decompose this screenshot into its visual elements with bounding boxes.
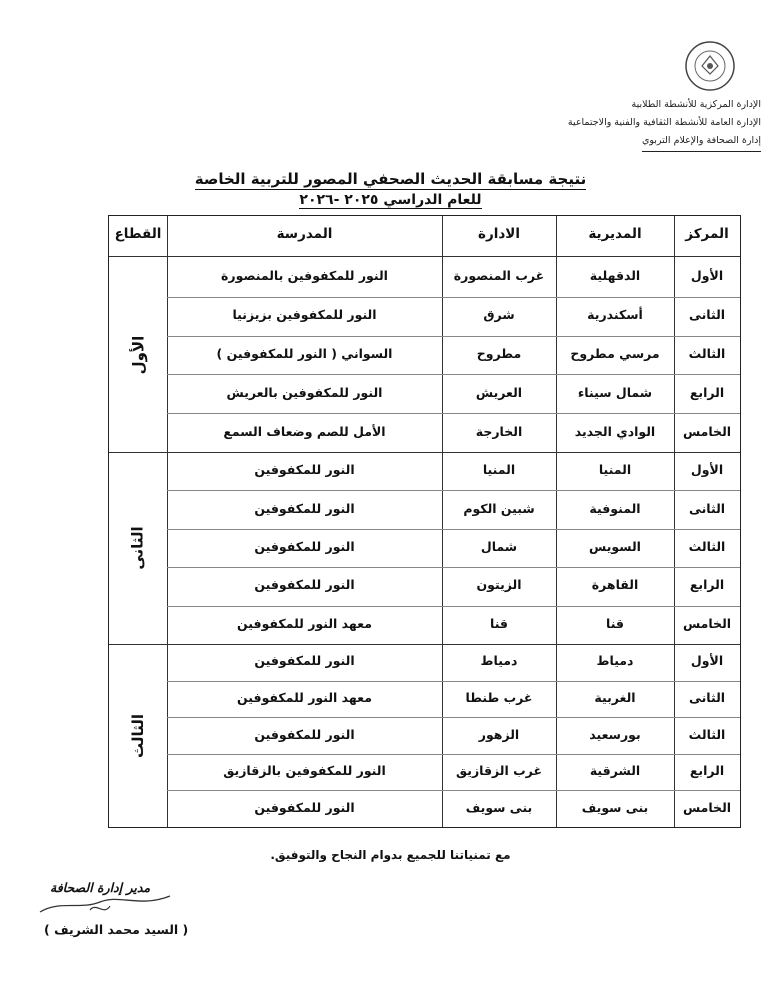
row-divider (167, 297, 740, 298)
row-divider (167, 681, 740, 682)
cell-administration: شبين الكوم (463, 500, 535, 516)
cell-school: السواني ( النور للمكفوفين ) (216, 346, 393, 361)
cell-school: النور للمكفوفين بالعريش (226, 384, 383, 400)
cell-school: النور للمكفوفين (254, 726, 355, 742)
cell-administration: الزيتون (476, 577, 522, 593)
cell-rank: الثالث (688, 539, 726, 554)
row-divider (167, 754, 740, 755)
cell-school: النور للمكفوفين (254, 539, 355, 554)
table-section (109, 644, 740, 827)
cell-directorate: القاهرة (591, 577, 639, 593)
ministry-logo-icon (684, 40, 736, 92)
cell-school: النور للمكفوفين (254, 577, 355, 593)
cell-administration: غرب المنصورة (453, 268, 545, 284)
cell-administration: العريش (475, 384, 523, 400)
cell-rank: الرابع (689, 763, 725, 779)
cell-rank: الثانى (688, 689, 726, 705)
row-divider (167, 374, 740, 375)
cell-rank: الرابع (689, 577, 725, 593)
cell-school: الأمل للصم وضعاف السمع (223, 423, 386, 439)
cell-rank: الأول (690, 653, 724, 669)
cell-rank: الثانى (688, 307, 726, 323)
cell-directorate: بورسعيد (589, 726, 641, 742)
cell-rank: الثالث (688, 346, 726, 361)
cell-administration: غرب الزقازيق (455, 763, 543, 779)
sector-cell (109, 644, 167, 827)
sector-label: الأول (129, 335, 147, 375)
row-divider (167, 529, 740, 530)
row-divider (167, 336, 740, 337)
cell-administration: الزهور (478, 726, 520, 742)
cell-administration: المنيا (482, 462, 516, 478)
closing-remark: مع تمنياتنا للجميع بدوام النجاح والتوفيق. (270, 848, 511, 862)
signature-title: مدير إدارة الصحافة (50, 880, 151, 895)
org-line-2: الإدارة العامة للأنشطة الثقافية والفنية والاجتماعية (567, 117, 761, 128)
cell-administration: شرق (483, 307, 515, 323)
cell-directorate: المنوفية (589, 500, 641, 516)
cell-administration: الخارجة (475, 423, 523, 439)
row-divider (167, 567, 740, 568)
sector-cell (109, 258, 167, 452)
row-divider (167, 717, 740, 718)
cell-school: معهد النور للمكفوفين (237, 689, 372, 705)
cell-directorate: بنى سويف (581, 799, 649, 815)
organization-header (568, 96, 761, 152)
org-line-1: الإدارة المركزية للأنشطة الطلابية (631, 99, 761, 110)
header-sector: القطاع (114, 226, 162, 242)
cell-directorate: أسكندرية (587, 307, 643, 323)
row-divider (167, 413, 740, 414)
cell-school: النور للمكفوفين (254, 799, 355, 815)
cell-directorate: الغربية (594, 689, 636, 705)
cell-school: النور للمكفوفين (254, 500, 355, 516)
cell-rank: الخامس (682, 615, 732, 631)
table-header-row (109, 216, 740, 257)
cell-directorate: الوادي الجديد (574, 423, 656, 439)
cell-administration: بنى سويف (465, 799, 533, 815)
cell-rank: الثالث (688, 726, 726, 742)
cell-directorate: مرسي مطروح (570, 346, 660, 361)
cell-directorate: السويس (589, 539, 641, 554)
sector-label: الثانى (129, 526, 147, 570)
sector-label: الثالث (128, 713, 147, 758)
document-title-wrap (0, 170, 781, 188)
cell-rank: الخامس (682, 799, 732, 815)
table-section (109, 452, 740, 645)
cell-directorate: شمال سيناء (577, 384, 653, 400)
cell-rank: الأول (690, 268, 724, 284)
cell-school: النور للمكفوفين بزيزنيا (232, 307, 377, 323)
cell-rank: الرابع (689, 384, 725, 400)
document-title: نتيجة مسابقة الحديث الصحفي المصور للتربية الخاصة (194, 170, 587, 188)
cell-administration: غرب طنطا (465, 689, 533, 705)
cell-directorate: قنا (606, 615, 624, 631)
cell-school: النور للمكفوفين بالزقازيق (223, 763, 386, 779)
row-divider (167, 790, 740, 791)
cell-directorate: المنيا (598, 462, 632, 478)
cell-school: النور للمكفوفين (254, 462, 355, 478)
cell-school: النور للمكفوفين بالمنصورة (221, 268, 388, 284)
header-directorate: المديرية (588, 226, 642, 242)
row-divider (167, 606, 740, 607)
row-divider (167, 490, 740, 491)
cell-administration: شمال (480, 539, 518, 554)
cell-rank: الأول (690, 462, 724, 478)
cell-administration: مطروح (476, 346, 522, 361)
table-section (109, 258, 740, 453)
cell-directorate: الدقهلية (589, 268, 641, 284)
document-subtitle-wrap (0, 192, 781, 208)
signature-name: ( السيد محمد الشريف ) (44, 922, 189, 937)
cell-directorate: الشرقية (589, 763, 641, 779)
cell-rank: الثانى (688, 500, 726, 516)
sector-cell (109, 452, 167, 644)
cell-school: معهد النور للمكفوفين (237, 615, 372, 631)
header-school: المدرسة (276, 226, 333, 242)
org-line-3: إدارة الصحافة والإعلام التربوي (642, 132, 761, 152)
header-administration: الادارة (478, 226, 520, 242)
header-rank: المركز (685, 226, 729, 242)
cell-directorate: دمياط (596, 653, 634, 669)
cell-rank: الخامس (682, 423, 732, 439)
cell-administration: دمياط (480, 653, 518, 669)
document-subtitle: للعام الدراسي ٢٠٢٥ -٢٠٢٦ (299, 192, 482, 208)
cell-administration: قنا (490, 615, 508, 631)
results-table (108, 215, 741, 828)
cell-school: النور للمكفوفين (254, 653, 355, 669)
